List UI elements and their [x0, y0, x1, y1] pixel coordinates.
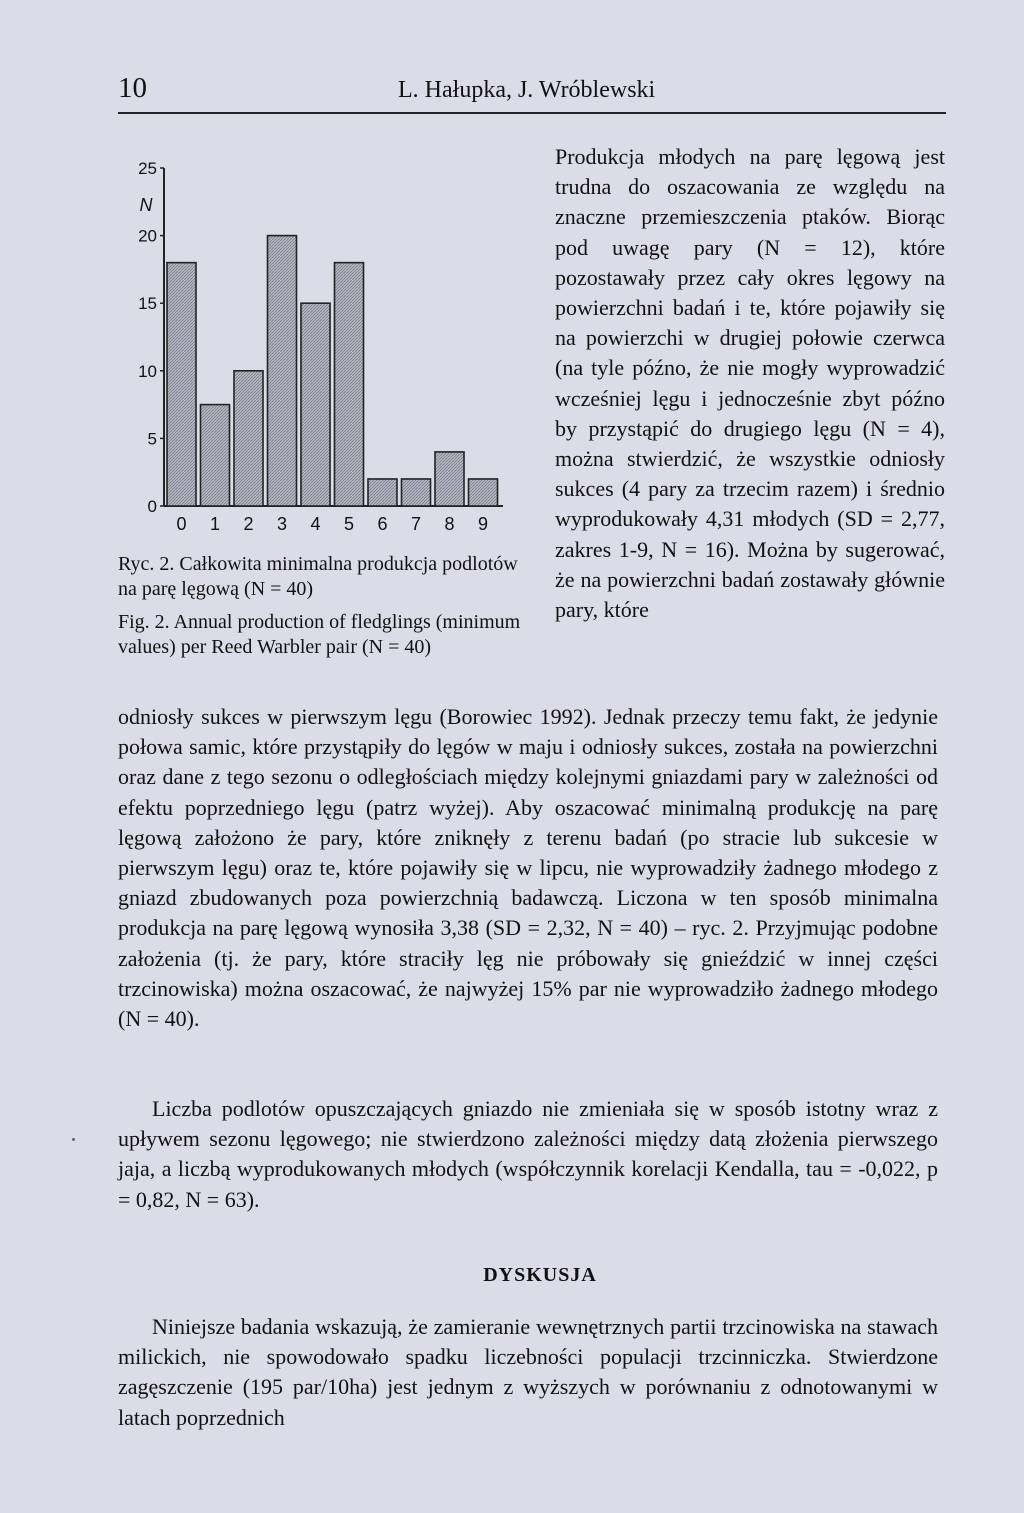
x-tick-label: 9	[477, 514, 489, 534]
y-axis-label: N	[139, 195, 153, 215]
y-tick-label: 15	[138, 294, 157, 314]
bar-4	[301, 303, 330, 506]
bar-6	[368, 479, 397, 506]
page-number: 10	[118, 72, 147, 104]
y-tick-label: 25	[138, 159, 157, 178]
header-rule	[118, 112, 946, 114]
figure-caption-polish: Ryc. 2. Całkowita minimalna produkcja podlotów na parę lęgową (N = 40)	[118, 553, 518, 600]
bar-5	[335, 263, 364, 506]
y-tick-label: 10	[138, 361, 157, 381]
figure-caption-english: Fig. 2. Annual production of fledglings (minimum values) per Reed Warbler pair (N = 40)	[118, 611, 521, 658]
bar-9	[469, 479, 498, 506]
x-tick-label: 8	[444, 514, 455, 534]
x-tick-label: 3	[276, 514, 288, 534]
x-tick-label: 2	[243, 514, 254, 534]
section-heading-discussion: DYSKUSJA	[483, 1264, 597, 1286]
x-tick-label: 4	[310, 514, 321, 534]
y-tick-label: 20	[138, 226, 157, 246]
x-tick-label: 1	[209, 514, 221, 534]
margin-speck	[72, 1138, 75, 1141]
fledglings-bar-chart	[118, 148, 518, 543]
bar-0	[167, 263, 196, 506]
running-header	[118, 72, 948, 108]
bar-8	[435, 452, 464, 506]
paragraph-production-continued: odniosły sukces w pierwszym lęgu (Borowiec 1992). Jednak przeczy temu fakt, że jedynie połowa samic, które przystąpiły do lęgów w maju i odniosły sukces, została na powierzchni oraz dane z tego sezonu o odległościach między kolejnymi gniazdami pary w zależności od efektu poprzedniego lęgu (patrz wyżej). Aby oszacować minimalną produkcję na parę lęgową założono że pary, które zniknęły z terenu badań (po stracie lub sukcesie w pierwszym lęgu) oraz te, które pojawiły się w lipcu, nie wyprowadziły żadnego młodego z gniazd zbudowanych poza powierzchnią badawczą. Liczona w ten sposób minimalna produkcja na parę lęgową wynosiła 3,38 (SD = 2,32, N = 40) – ryc. 2. Przyjmując podobne założenia (tj. że pary, które straciły lęg nie próbowały się gnieździć w innej części trzcinowiska) można oszacować, że najwyżej 15% par nie wyprowadziło żadnego młodego (N = 40).	[118, 704, 938, 1032]
paragraph-production-right-column: Produkcja młodych na parę lęgową jest trudna do oszacowania ze względu na znaczne przemieszczenia ptaków. Biorąc pod uwagę pary (N = 12), które pozostawały przez cały okres lęgowy na powierzchni badań i te, które pojawiły się na powierzchi w drugiej połowie czerwca (na tyle późno, że nie mogły wyprowadzić wcześniej lęgu i jednocześnie zbyt późno by przystąpić do drugiego lęgu (N = 4), można stwierdzić, że wszystkie odniosły sukces (4 pary za trzecim razem) i średnio wyprodukowały 4,31 młodych (SD = 2,77, zakres 1-9, N = 16). Można by sugerować, że na powierzchni badań zostawały głównie pary, które	[555, 144, 945, 623]
x-tick-label: 0	[176, 514, 187, 534]
bar-7	[402, 479, 431, 506]
paragraph-fledglings-season: Liczba podlotów opuszczających gniazdo nie zmieniała się w sposób istotny wraz z upływem sezonu lęgowego; nie stwierdzono zależności między datą złożenia pierwszego jaja, a liczbą wyprodukowanych młodych (współczynnik korelacji Kendalla, tau = -0,022, p = 0,82, N = 63).	[118, 1096, 938, 1212]
x-tick-label: 6	[377, 514, 388, 534]
x-tick-label: 7	[410, 514, 422, 534]
paragraph-discussion: Niniejsze badania wskazują, że zamieranie wewnętrznych partii trzcinowiska na stawach milickich, nie spowodowało spadku liczebności populacji trzcinniczka. Stwierdzone zagęszczenie (195 par/10ha) jest jednym z wyższych w porównaniu z odnotowanymi w latach poprzednich	[118, 1314, 938, 1430]
y-tick-label: 5	[147, 429, 157, 449]
bar-3	[268, 236, 297, 506]
running-head-authors: L. Hałupka, J. Wróblewski	[398, 77, 656, 103]
x-tick-label: 5	[343, 514, 355, 534]
bar-1	[201, 405, 230, 506]
y-tick-label: 0	[147, 497, 157, 516]
bar-2	[234, 371, 263, 506]
